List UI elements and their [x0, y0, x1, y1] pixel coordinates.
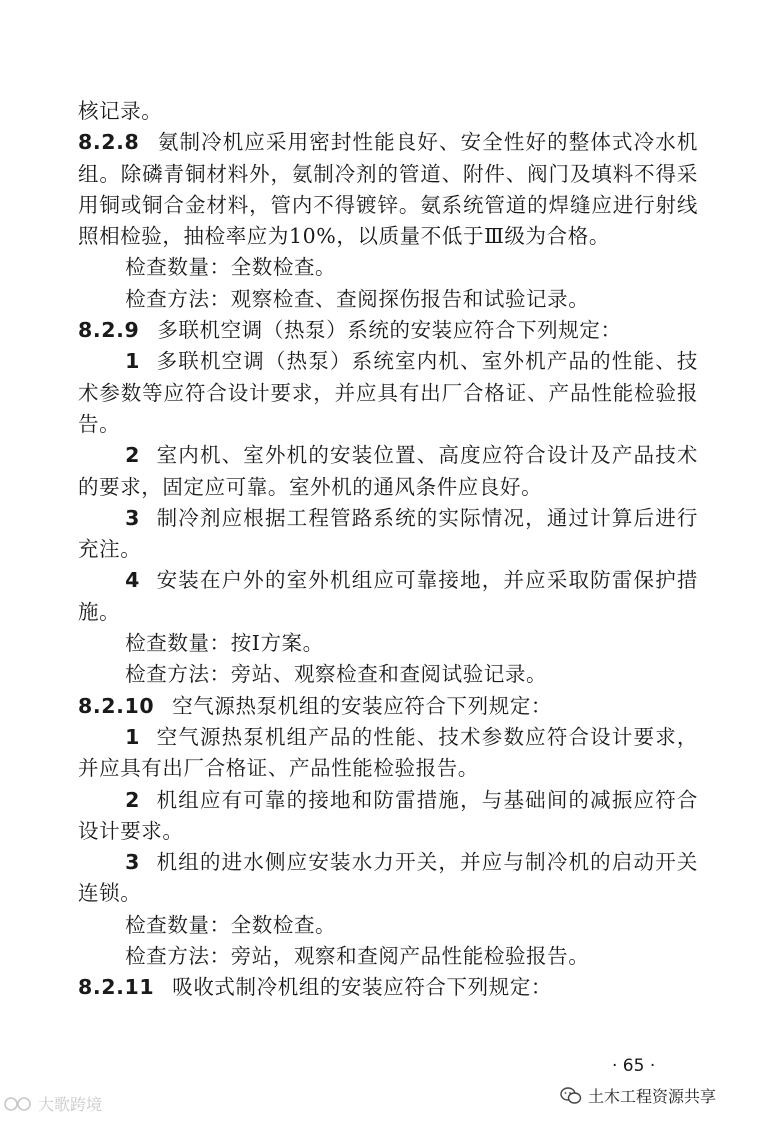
item-number: 2	[125, 443, 141, 468]
paragraph-text: 检查方法：观察检查、查阅探伤报告和试验记录。	[125, 286, 590, 311]
paragraph-text: 机组的进水侧应安装水力开关，并应与制冷机的启动开关连锁。	[78, 850, 698, 906]
item-number: 4	[125, 568, 141, 593]
corner-watermark	[4, 1092, 102, 1115]
list-item	[78, 346, 698, 440]
clause-paragraph	[78, 972, 698, 1003]
page-number: · 65 ·	[612, 1056, 656, 1076]
item-number: 1	[125, 349, 141, 374]
clause-paragraph	[78, 127, 698, 252]
paragraph	[78, 628, 698, 659]
clause-number: 8.2.9	[78, 318, 140, 343]
paragraph-text: 安装在户外的室外机组应可靠接地，并应采取防雷保护措施。	[78, 568, 698, 624]
list-item	[78, 847, 698, 910]
watermark-logo-icon	[4, 1096, 34, 1112]
paragraph-text: 多联机空调（热泵）系统室内机、室外机产品的性能、技术参数等应符合设计要求，并应具有出厂合格证、产品性能检验报告。	[78, 349, 698, 436]
watermark-right-text: 土木工程资源共享	[588, 1087, 717, 1106]
paragraph	[78, 659, 698, 690]
wechat-watermark	[560, 1084, 716, 1107]
paragraph-text: 空气源热泵机组的安装应符合下列规定：	[172, 693, 553, 718]
list-item	[78, 440, 698, 503]
watermark-left-text: 大歌跨境	[38, 1095, 103, 1114]
list-item	[78, 722, 698, 785]
paragraph-text: 室内机、室外机的安装位置、高度应符合设计及产品技术的要求，固定应可靠。室外机的通风条件应良好。	[78, 443, 698, 499]
item-number: 3	[125, 505, 141, 530]
paragraph	[78, 96, 698, 127]
paragraph-text: 核记录。	[78, 99, 163, 123]
item-number: 3	[125, 850, 141, 875]
paragraph-text: 检查方法：旁站，观察和查阅产品性能检验报告。	[125, 944, 590, 969]
paragraph-text: 机组应有可靠的接地和防雷措施，与基础间的减振应符合设计要求。	[78, 787, 698, 843]
clause-paragraph	[78, 691, 698, 722]
paragraph	[78, 941, 698, 972]
list-item	[78, 785, 698, 848]
clause-number: 8.2.8	[78, 130, 140, 155]
clause-number: 8.2.10	[78, 693, 155, 718]
paragraph-text: 吸收式制冷机组的安装应符合下列规定：	[172, 975, 553, 1000]
paragraph	[78, 252, 698, 283]
paragraph-text: 多联机空调（热泵）系统的安装应符合下列规定：	[157, 318, 622, 343]
paragraph-text: 制冷剂应根据工程管路系统的实际情况，通过计算后进行充注。	[78, 505, 698, 562]
paragraph-text: 检查方法：旁站、观察检查和查阅试验记录。	[125, 662, 548, 687]
paragraph-text: 氨制冷机应采用密封性能良好、安全性好的整体式冷水机组。除磷青铜材料外，氨制冷剂的管道、附件、阀门及填料不得采用铜或铜合金材料，管内不得镀锌。氨系统管道的焊缝应进行射线照相检验，抽检率应为10%，以质量不低于Ⅲ级为合格。	[78, 130, 698, 249]
list-item	[78, 565, 698, 628]
wechat-icon	[560, 1087, 582, 1105]
clause-number: 8.2.11	[78, 975, 155, 1000]
item-number: 2	[125, 787, 141, 812]
paragraph-text: 空气源热泵机组产品的性能、技术参数应符合设计要求，并应具有出厂合格证、产品性能检验报告。	[78, 724, 698, 781]
paragraph-text: 检查数量：全数检查。	[125, 912, 337, 937]
list-item	[78, 503, 698, 566]
paragraph	[78, 910, 698, 941]
paragraph-text: 检查数量：按Ⅰ方案。	[125, 631, 324, 656]
document-body	[78, 96, 698, 1004]
clause-paragraph	[78, 315, 698, 346]
paragraph	[78, 284, 698, 315]
paragraph-text: 检查数量：全数检查。	[125, 255, 337, 280]
item-number: 1	[125, 724, 141, 749]
